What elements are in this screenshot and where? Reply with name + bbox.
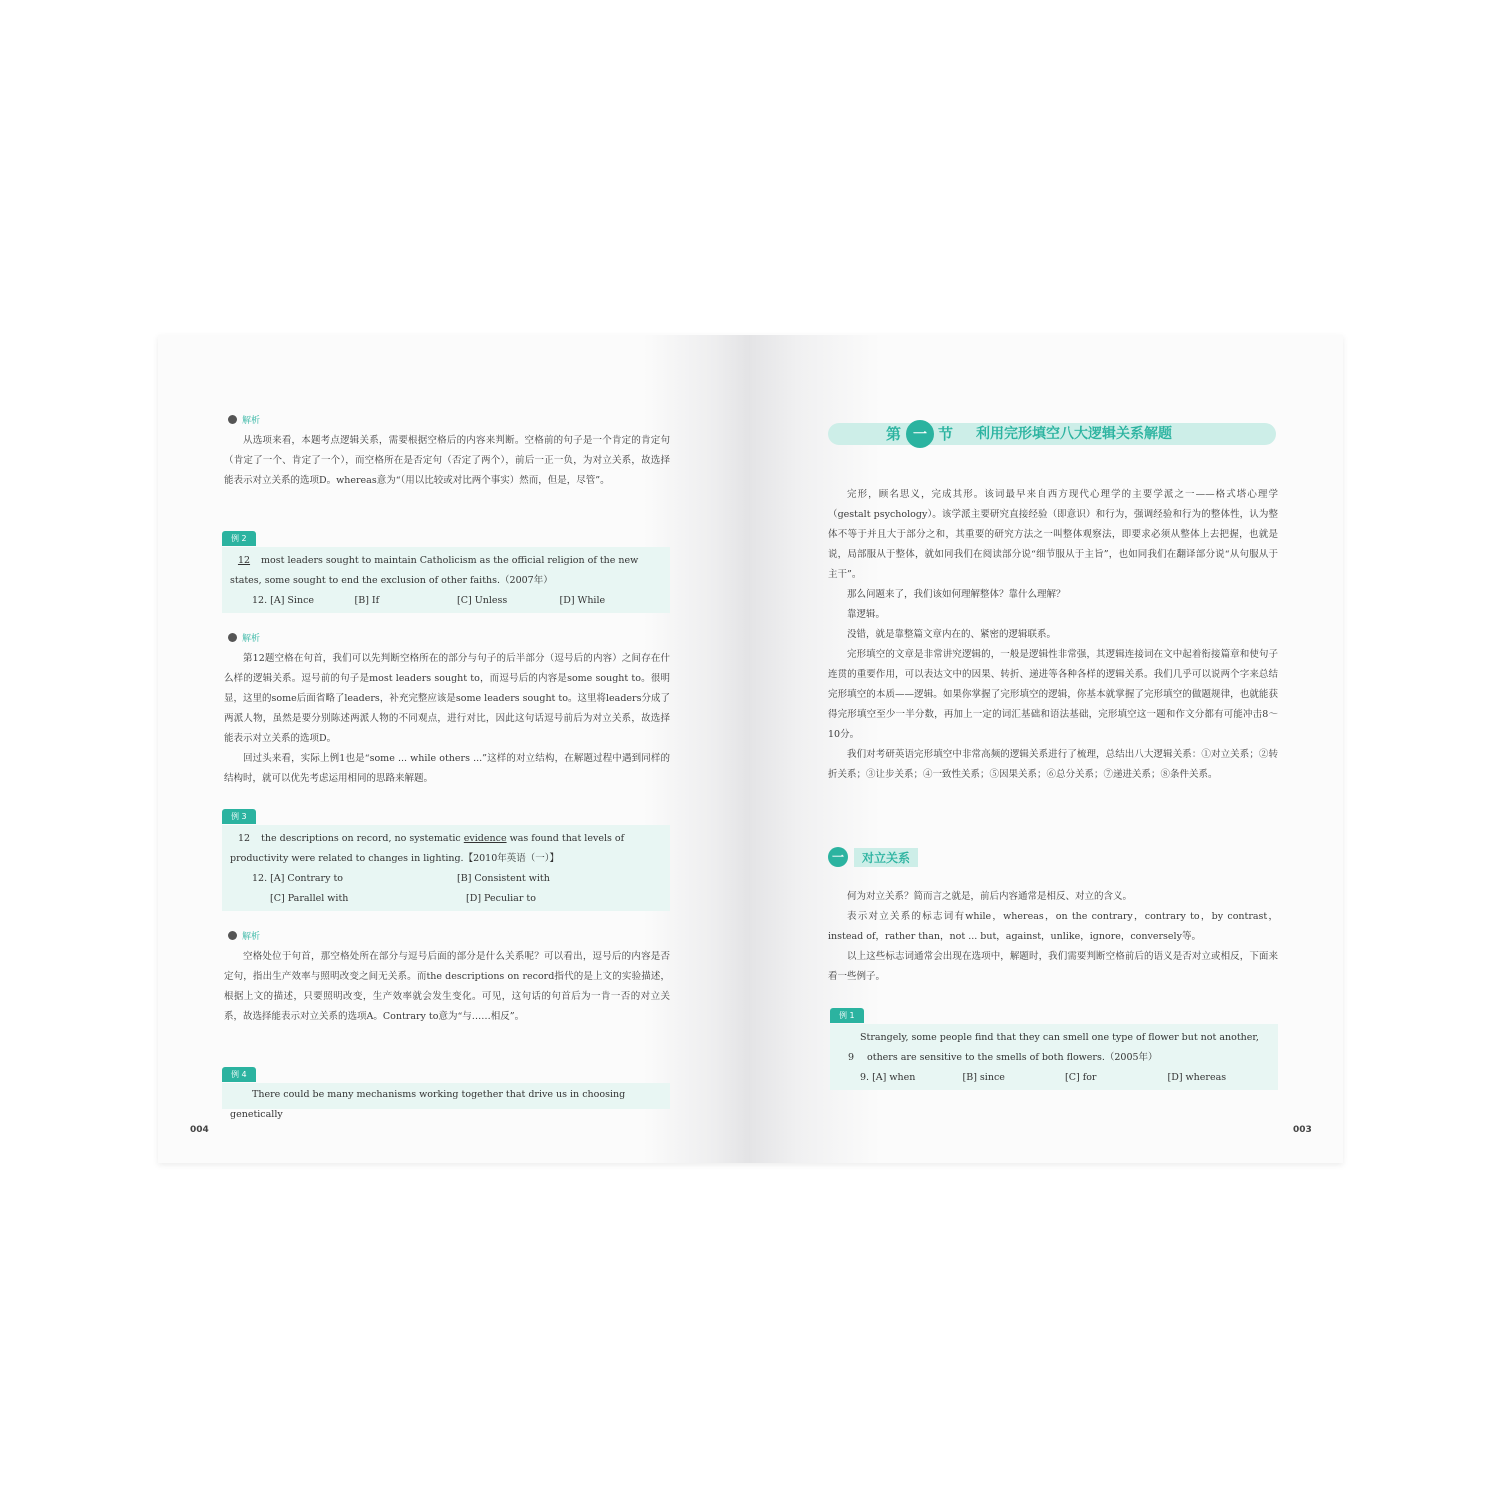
example-1-options xyxy=(838,1068,1270,1088)
jiexi-heading-3 xyxy=(228,929,260,942)
intro-paragraph: 完形填空的文章是非常讲究逻辑的，一般是逻辑性非常强，其逻辑连接词在文中起着衔接篇章和使句子连贯的重要作用，可以表达文中的因果、转折、递进等各种各样的逻辑关系。我们几乎可以说两个字来总结完形填空的本质——逻辑。如果你掌握了完形填空的逻辑，你基本就掌握了完形填空的做题规律，也就能获得完形填空至少一半分数，再加上一定的词汇基础和语法基础，完形填空这一题和作文分都有可能冲击8～10分。 xyxy=(828,649,1278,740)
page-number-right: 003 xyxy=(1293,1125,1312,1135)
blank-number: 12 xyxy=(237,833,251,844)
option-c: [C] Unless xyxy=(457,595,508,606)
intro-paragraph: 没错，就是靠整篇文章内在的、紧密的逻辑联系。 xyxy=(847,629,1057,640)
example-3-options-row-2 xyxy=(230,889,662,909)
example-box-3 xyxy=(222,825,670,911)
option-d: [D] Peculiar to xyxy=(466,893,536,904)
bullet-dot-icon xyxy=(228,415,237,424)
example-tag-4: 例 4 xyxy=(222,1067,256,1082)
section-suffix: 节 xyxy=(938,425,954,443)
subheading xyxy=(828,847,918,867)
underlined-word: evidence xyxy=(463,833,507,844)
example-1-sentence-a: Strangely, some people find that they can smell one type of flower but not another, xyxy=(860,1032,1259,1043)
option-d: [D] whereas xyxy=(1167,1072,1227,1083)
intro-paragraph: 我们对考研英语完形填空中非常高频的逻辑关系进行了梳理，总结出八大逻辑关系：①对立关系；②转折关系；③让步关系；④一致性关系；⑤因果关系；⑥总分关系；⑦递进关系；⑧条件关系。 xyxy=(828,749,1278,780)
option-d: [D] While xyxy=(559,595,606,606)
example-box-1 xyxy=(830,1024,1278,1090)
example-2-options xyxy=(230,591,662,611)
bullet-dot-icon xyxy=(228,633,237,642)
jiexi-label: 解析 xyxy=(242,932,261,942)
example-3-sentence-b: was found that levels of productivity were related to changes in lighting.【2010年英语（一）】 xyxy=(230,833,625,864)
option-a: 12. [A] Since xyxy=(252,595,315,606)
body-paragraph: 表示对立关系的标志词有while，whereas，on the contrary，contrary to，by contrast，instead of，rather than，not ... but，against，unlike，ignore，conversely等。 xyxy=(828,911,1278,942)
section-title: 利用完形填空八大逻辑关系解题 xyxy=(976,426,1172,442)
option-b: [B] Consistent with xyxy=(457,873,550,884)
blank-number: 9 xyxy=(847,1052,855,1063)
jiexi-label: 解析 xyxy=(242,416,261,426)
body-paragraph: 以上这些标志词通常会出现在选项中，解题时，我们需要判断空格前后的语义是否对立或相反，下面来看一些例子。 xyxy=(828,951,1278,982)
jiexi-2-paragraph-1: 第12题空格在句首，我们可以先判断空格所在的部分与句子的后半部分（逗号后的内容）之间存在什么样的逻辑关系。逗号前的句子是most leaders sought to，而逗号后的内容是some sought to。很明显，这里的some后面省略了leaders，补充完整应该是some leaders sought to。这里将leaders分成了两派人物，虽然是要分别陈述两派人物的不同观点，进行对比，因此这句话逗号前后为对立关系，故选择能表示对立关系的选项D。 xyxy=(224,653,670,744)
section-number-circle: 一 xyxy=(906,420,934,448)
example-2-sentence: most leaders sought to maintain Catholicism as the official religion of the new states, some sought to end the exclusion of other faiths.（2007年） xyxy=(230,555,639,586)
subheading-number-circle: 一 xyxy=(828,847,848,867)
jiexi-text-2 xyxy=(224,649,670,789)
subheading-title: 对立关系 xyxy=(854,848,918,867)
example-2-text xyxy=(230,551,662,591)
example-3-text xyxy=(230,829,662,869)
section-prefix: 第 xyxy=(886,425,902,443)
example-tag-3: 例 3 xyxy=(222,809,256,824)
jiexi-heading-1 xyxy=(228,413,260,426)
jiexi-text-3: 空格处位于句首，那空格处所在部分与逗号后面的部分是什么关系呢？可以看出，逗号后的内容是否定句，指出生产效率与照明改变之间无关系。而the descriptions on record指代的是上文的实验描述，根据上文的描述，只要照明改变，生产效率就会发生变化。可见，这句话的句首后为一肯一否的对立关系，故选择能表示对立关系的选项A。Contrary to意为“与……相反”。 xyxy=(224,951,670,1022)
jiexi-label: 解析 xyxy=(242,634,261,644)
option-b: [B] If xyxy=(354,595,380,606)
option-c: [C] for xyxy=(1065,1072,1097,1083)
option-c: [C] Parallel with xyxy=(270,893,349,904)
example-3-sentence-a: the descriptions on record, no systematic xyxy=(261,833,461,844)
open-book xyxy=(158,335,1343,1163)
body-paragraph: 何为对立关系？简而言之就是，前后内容通常是相反、对立的含义。 xyxy=(847,891,1133,902)
body-text-2 xyxy=(828,887,1278,987)
example-tag-2: 例 2 xyxy=(222,531,256,546)
jiexi-2-paragraph-2: 回过头来看，实际上例1也是“some ... while others ...”这样的对立结构，在解题过程中遇到同样的结构时，就可以优先考虑运用相同的思路来解题。 xyxy=(224,753,670,784)
example-tag-1: 例 1 xyxy=(830,1008,864,1023)
intro-paragraph: 完形，顾名思义，完成其形。该词最早来自西方现代心理学的主要学派之一——格式塔心理学（gestalt psychology）。该学派主要研究直接经验（即意识）和行为，强调经验和行为的整体性，认为整体不等于并且大于部分之和，其重要的研究方法之一叫整体观察法，即要求必须从整体上去把握，也就是说，局部服从于整体，就如同我们在阅读部分说“细节服从于主旨”，也如同我们在翻译部分说“从句服从于主干”。 xyxy=(828,489,1278,580)
example-4-sentence: There could be many mechanisms working together that drive us in choosing genetically xyxy=(230,1089,626,1120)
example-1-sentence-b: others are sensitive to the smells of both flowers.（2005年） xyxy=(867,1052,1158,1063)
page-number-left: 004 xyxy=(190,1125,209,1135)
example-1-text xyxy=(838,1028,1270,1068)
jiexi-heading-2 xyxy=(228,631,260,644)
intro-text xyxy=(828,485,1278,785)
intro-paragraph: 那么问题来了，我们该如何理解整体？靠什么理解？ xyxy=(847,589,1066,600)
intro-paragraph: 靠逻辑。 xyxy=(847,609,886,620)
option-a: 9. [A] when xyxy=(860,1072,916,1083)
bullet-dot-icon xyxy=(228,931,237,940)
jiexi-text-1: 从选项来看，本题考点逻辑关系，需要根据空格后的内容来判断。空格前的句子是一个肯定的肯定句（肯定了一个、肯定了一个），而空格所在是否定句（否定了两个），前后一正一负，为对立关系，故选择能表示对立关系的选项D。whereas意为“（用以比较或对比两个事实）然而，但是，尽管”。 xyxy=(224,435,670,486)
left-page xyxy=(158,335,750,1163)
example-box-4 xyxy=(222,1083,670,1120)
blank-number: 12 xyxy=(237,555,251,566)
option-a: 12. [A] Contrary to xyxy=(252,873,344,884)
example-box-2 xyxy=(222,547,670,613)
option-b: [B] since xyxy=(962,1072,1005,1083)
example-3-options-row-1 xyxy=(230,869,662,889)
